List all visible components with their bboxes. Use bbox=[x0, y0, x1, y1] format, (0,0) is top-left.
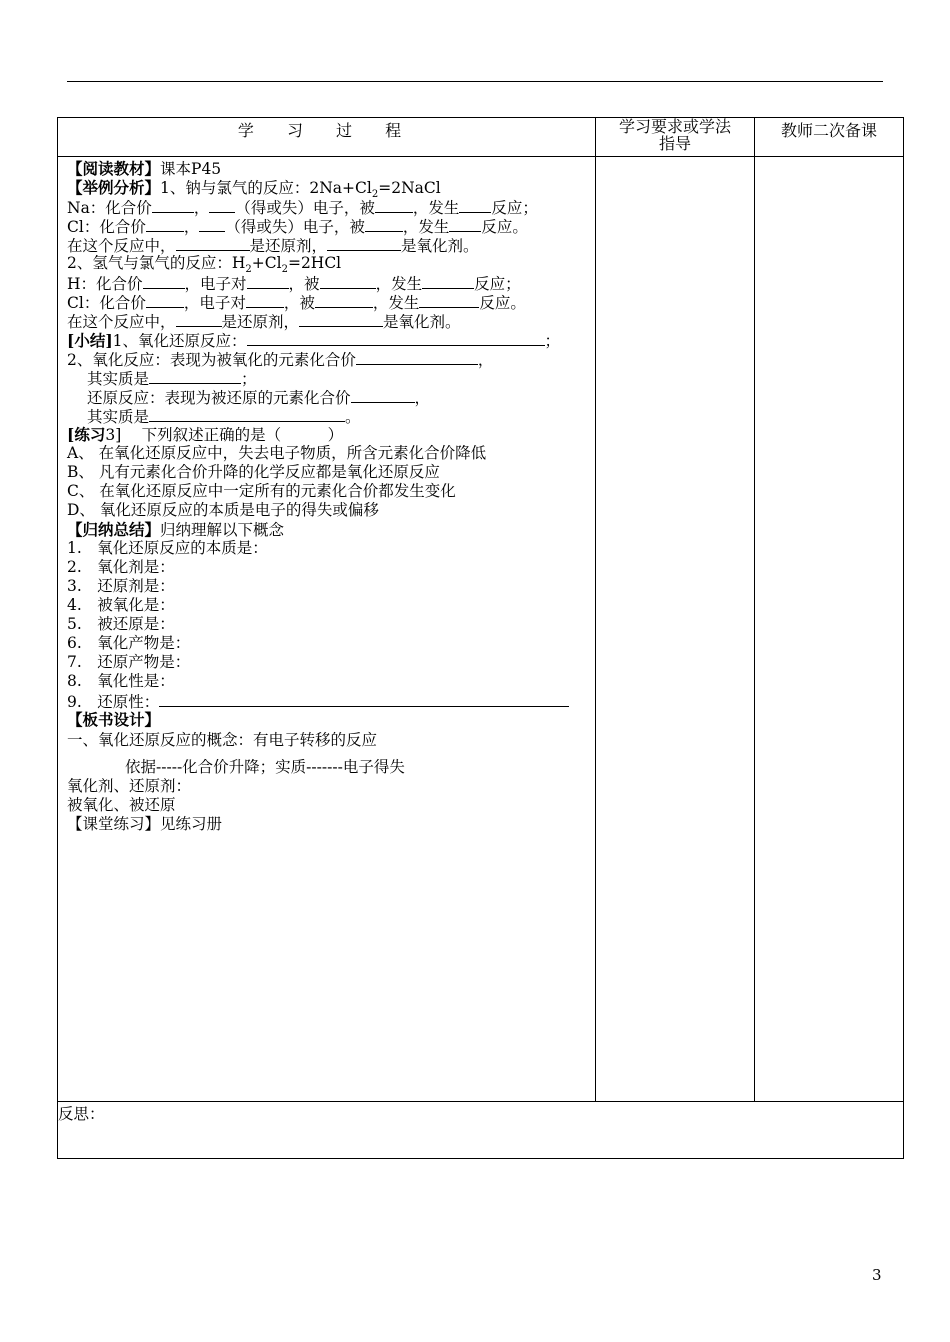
content-line: 在这个反应中， 是还原剂， 是氧化剂。 bbox=[67, 237, 479, 255]
content-line: 2、氧化反应：表现为被氧化的元素化合价 ， bbox=[67, 351, 494, 369]
content-line: Cl：化合价 ，电子对 ，被 ，发生 反应。 bbox=[67, 294, 526, 312]
list-item: 8. 氧化性是： bbox=[67, 672, 175, 690]
content-line: 在这个反应中， 是还原剂， 是氧化剂。 bbox=[67, 313, 461, 331]
content-line: 【阅读教材】课本P45 bbox=[67, 159, 222, 178]
content-line: B、 凡有元素化合价升降的化学反应都是氧化还原反应 bbox=[67, 463, 440, 481]
list-item: 5. 被还原是： bbox=[67, 615, 175, 633]
content-line: Cl：化合价 ， （得或失）电子，被 ，发生 反应。 bbox=[67, 218, 528, 236]
content-line: D、 氧化还原反应的本质是电子的得失或偏移 bbox=[67, 501, 379, 519]
content-line: 依据-----化合价升降；实质-------电子得失 bbox=[125, 758, 405, 776]
content-line: C、 在氧化还原反应中一定所有的元素化合价都发生变化 bbox=[67, 482, 456, 500]
content-line: 2、氢气与氯气的反应：$H_2+Cl_2=2HCl$ bbox=[67, 254, 342, 276]
header-requirements: 学习要求或学法 指导 bbox=[596, 118, 755, 157]
content-line: Na：化合价 ， （得或失）电子，被 ，发生 反应； bbox=[67, 199, 538, 217]
content-line: [小结]1、氧化还原反应： ； bbox=[67, 331, 561, 350]
content-line: 被氧化、被还原 bbox=[67, 796, 176, 814]
reflection-row bbox=[58, 1102, 904, 1159]
list-item: 3. 还原剂是： bbox=[67, 577, 175, 595]
content-line: 【举例分析】1、钠与氯气的反应：$2Na+Cl_2=2NaCl$ bbox=[67, 178, 441, 201]
requirements-column bbox=[596, 157, 755, 1102]
content-line: 其实质是 ； bbox=[87, 370, 257, 388]
top-rule bbox=[67, 81, 883, 82]
content-line: 【板书设计】 bbox=[67, 710, 161, 729]
teacher-notes-column bbox=[755, 157, 904, 1102]
list-item: 1. 氧化还原反应的本质是： bbox=[67, 539, 268, 557]
reflection-label: 反思： bbox=[58, 1102, 904, 1159]
study-process-content bbox=[58, 157, 596, 1102]
content-line: A、 在氧化还原反应中，失去电子物质，所含元素化合价降低 bbox=[67, 444, 487, 462]
content-line: 一、氧化还原反应的概念：有电子转移的反应 bbox=[67, 731, 378, 749]
content-line: 氧化剂、还原剂： bbox=[67, 777, 192, 795]
list-item: 6. 氧化产物是： bbox=[67, 634, 191, 652]
content-line: 还原反应：表现为被还原的元素化合价 ， bbox=[87, 389, 431, 407]
content-line: 【归纳总结】归纳理解以下概念 bbox=[67, 520, 285, 539]
list-item: 4. 被氧化是： bbox=[67, 596, 175, 614]
page-number: 3 bbox=[872, 1266, 882, 1284]
header-teacher-notes: 教师二次备课 bbox=[755, 118, 904, 157]
lesson-table bbox=[57, 117, 904, 1159]
table-body-row bbox=[58, 157, 904, 1102]
header-study-process: 学 习 过 程 bbox=[58, 118, 596, 157]
content-line: 【课堂练习】见练习册 bbox=[67, 815, 223, 833]
content-line: H：化合价 ，电子对 ，被 ，发生 反应； bbox=[67, 275, 521, 293]
list-item: 9. 还原性： bbox=[67, 691, 595, 710]
table-header-row bbox=[58, 118, 904, 157]
list-item: 2. 氧化剂是： bbox=[67, 558, 175, 576]
content-line: 其实质是 。 bbox=[87, 408, 361, 426]
list-item: 7. 还原产物是： bbox=[67, 653, 191, 671]
content-line: [练习3] 下列叙述正确的是（ ） bbox=[67, 425, 344, 444]
